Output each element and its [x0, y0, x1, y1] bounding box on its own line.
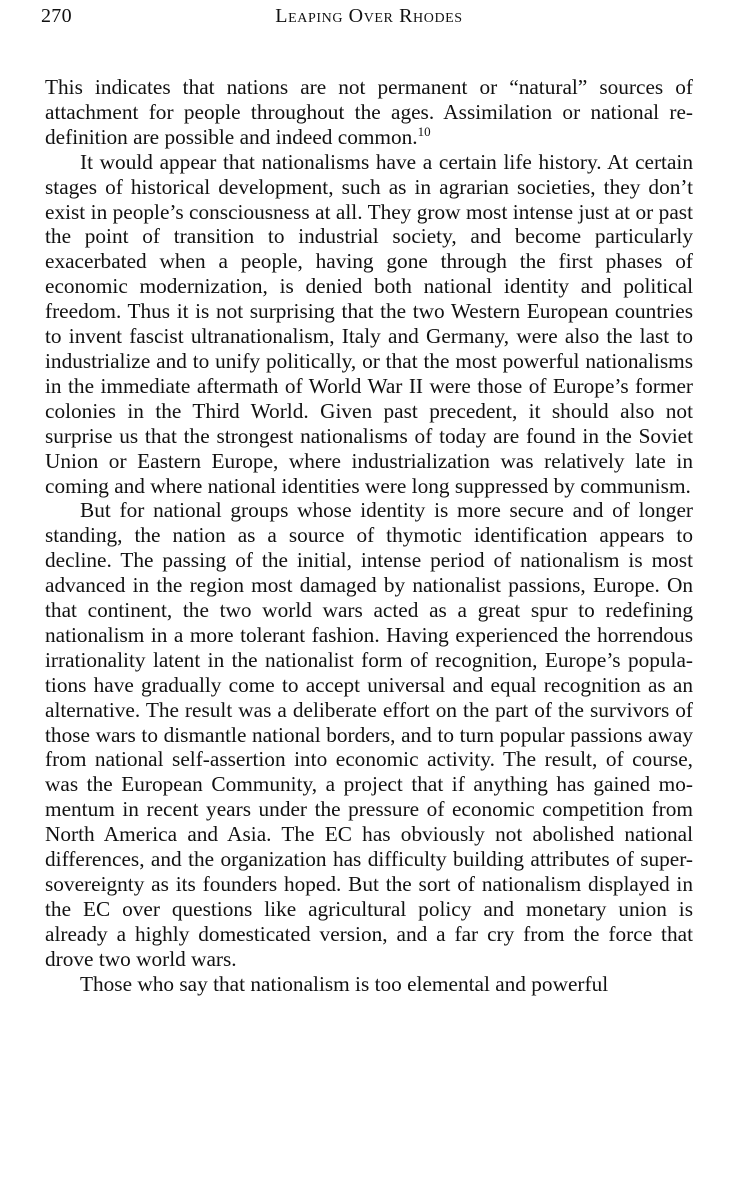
paragraph: But for national groups whose identity is more secure and of longer standing, the nation as a source of thymotic identification appears to decline. The passing of the initial, intense period of nationalism is most advanced in the region most damaged by nationalist passions, Europe. On that continent, the two world wars acted as a great spur to redefining nationalism in a more tolerant fashion. Having experienced the horrendous irrationality latent in the nationalist form of recognition, Europe’s populations have gradually come to accept universal and equal recognition as an alternative. The result was a deliberate effort on the part of the survivors of those wars to dismantle national borders, and to turn popular passions away from national self-assertion into economic activity. The result, of course, was the European Community, a project that if anything has gained momentum in recent years under the pressure of economic competition from North America and Asia. The EC has obviously not abolished national differences, and the organization has difficulty building attributes of super-sovereignty as its founders hoped. But the sort of nationalism displayed in the EC over questions like agricultural policy and monetary union is already a highly domesticated version, and a far cry from the force that drove two world wars. — [45, 498, 693, 971]
page-number: 270 — [41, 5, 72, 27]
paragraph — [45, 75, 693, 150]
paragraph-text: This indicates that nations are not permanent or “natural” sources of attachment for people throughout the ages. Assimilation or national re-definition are possible and indeed common. — [45, 75, 693, 149]
running-title: Leaping Over Rhodes — [275, 5, 463, 27]
paragraph-continued: Those who say that nationalism is too elemental and powerful — [80, 971, 609, 996]
footnote-ref: 10 — [417, 123, 431, 139]
paragraph: It would appear that nationalisms have a certain life history. At certain stages of historical development, such as in agrarian societies, they don’t exist in people’s consciousness at all. They grow most intense just at or past the point of transition to industrial society, and become particularly exacerbated when a people, having gone through the first phases of economic modernization, is denied both national identity and political freedom. Thus it is not surprising that the two Western European countries to invent fascist ultranationalism, Italy and Germany, were also the last to industrialize and to unify politically, or that the most powerful nationalisms in the immediate aftermath of World War II were those of Europe’s former colonies in the Third World. Given past precedent, it should also not surprise us that the strongest nationalisms of today are found in the Soviet Union or Eastern Europe, where industrialization was relatively late in coming and where national identities were long suppressed by communism. — [45, 149, 693, 498]
running-head — [41, 0, 693, 42]
book-page — [41, 0, 693, 997]
body-text — [45, 75, 693, 997]
